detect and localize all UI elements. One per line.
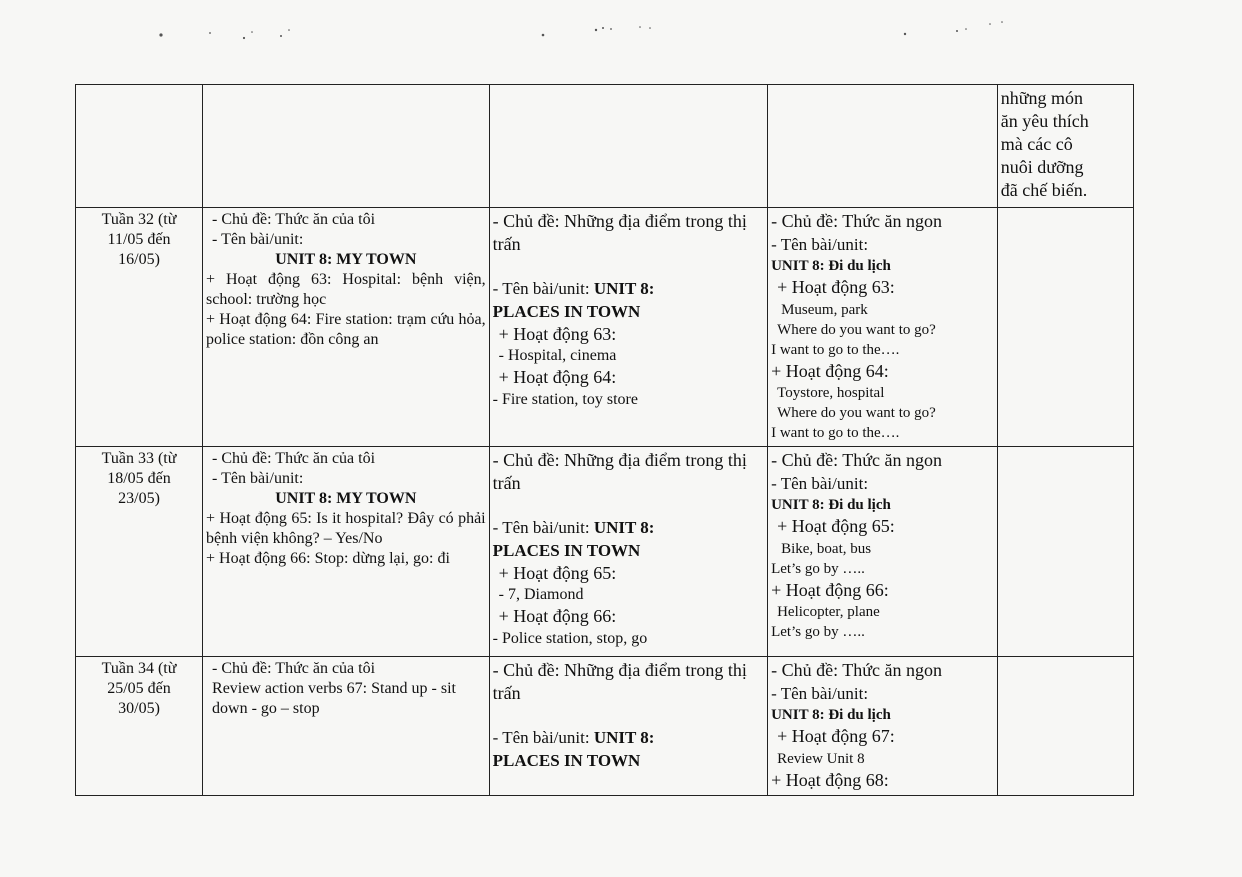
activity-detail: - Fire station, toy store	[492, 390, 638, 408]
cell-empty	[768, 85, 998, 208]
week-line: 11/05 đến	[107, 231, 171, 248]
col2-cell	[203, 447, 490, 657]
topic-text: - Chủ đề: Những địa điểm trong thị trấn	[492, 211, 747, 255]
unit-title: UNIT 8: Đi du lịch	[771, 258, 891, 275]
activity-detail: - Hospital, cinema	[498, 347, 617, 365]
cell-empty	[203, 85, 490, 208]
unit-label: - Tên bài/unit:	[771, 684, 869, 704]
week-line: 23/05)	[118, 490, 160, 507]
activity-text: + Hoạt động 64: Fire station: trạm cứu hỏa, police station: đồn công an	[206, 311, 486, 348]
unit-label: - Tên bài/unit:	[771, 474, 869, 494]
activity-heading: + Hoạt động 68:	[771, 769, 889, 790]
note-line: nuôi dưỡng	[1000, 157, 1084, 177]
answer-text: Let’s go by …..	[771, 624, 865, 641]
unit-label: - Tên bài/unit:	[212, 231, 304, 248]
topic-text: - Chủ đề: Thức ăn của tôi	[212, 450, 376, 467]
topic-text: - Chủ đề: Thức ăn ngon	[771, 211, 942, 231]
activity-heading: + Hoạt động 64:	[498, 367, 617, 388]
col4-cell	[768, 447, 998, 657]
col3-cell	[489, 208, 767, 447]
activity-heading: + Hoạt động 65:	[777, 516, 895, 537]
answer-text: Let’s go by …..	[771, 560, 865, 577]
note-cell-empty	[997, 208, 1133, 447]
note-cell-empty	[997, 657, 1133, 796]
week-line: 30/05)	[118, 700, 160, 717]
note-line: mà các cô	[1000, 134, 1073, 154]
activity-heading: + Hoạt động 67:	[777, 726, 895, 747]
activity-text: + Hoạt động 65: Is it hospital? Đây có phải bệnh viện không? – Yes/No	[206, 510, 486, 547]
week-cell-empty	[76, 85, 203, 208]
unit-title: PLACES IN TOWN	[492, 540, 641, 560]
scan-specks	[0, 0, 1242, 60]
unit-label: - Tên bài/unit: UNIT 8:	[492, 727, 655, 747]
note-line: đã chế biến.	[1000, 180, 1088, 200]
table-row-week-33	[76, 447, 1134, 657]
unit-title: UNIT 8: MY TOWN	[275, 251, 417, 268]
table-row-week-34	[76, 657, 1134, 796]
unit-title: UNIT 8: MY TOWN	[275, 490, 417, 507]
vocab-text: Toystore, hospital	[777, 385, 885, 402]
unit-title: UNIT 8: Đi du lịch	[771, 707, 891, 724]
note-cell-empty	[997, 447, 1133, 657]
cell-empty	[489, 85, 767, 208]
topic-text: - Chủ đề: Thức ăn ngon	[771, 450, 942, 470]
week-cell	[76, 447, 203, 657]
answer-text: I want to go to the….	[771, 425, 900, 442]
activity-heading: + Hoạt động 63:	[777, 277, 895, 298]
unit-label: - Tên bài/unit: UNIT 8:	[492, 278, 655, 298]
activity-text: + Hoạt động 63: Hospital: bệnh viện, school: trường học	[206, 271, 486, 308]
note-line: ăn yêu thích	[1000, 111, 1089, 131]
col3-cell	[489, 447, 767, 657]
question-text: Where do you want to go?	[777, 405, 936, 422]
col3-cell	[489, 657, 767, 796]
col4-cell	[768, 208, 998, 447]
week-line: 16/05)	[118, 251, 160, 268]
question-text: Where do you want to go?	[777, 321, 936, 338]
activity-text: + Hoạt động 66: Stop: dừng lại, go: đi	[206, 550, 450, 567]
topic-text: - Chủ đề: Thức ăn của tôi	[212, 211, 376, 228]
vocab-text: Museum, park	[781, 301, 868, 318]
activity-heading: + Hoạt động 65:	[498, 562, 617, 583]
review-text: Review action verbs 67: Stand up - sit down - go – stop	[212, 680, 456, 717]
unit-label: - Tên bài/unit:	[771, 235, 869, 255]
col2-cell	[203, 208, 490, 447]
note-line: những món	[1000, 88, 1084, 108]
unit-label: - Tên bài/unit:	[212, 470, 304, 487]
activity-heading: + Hoạt động 63:	[498, 323, 617, 344]
week-line: 18/05 đến	[107, 470, 171, 487]
unit-label: - Tên bài/unit: UNIT 8:	[492, 517, 655, 537]
topic-text: - Chủ đề: Thức ăn của tôi	[212, 660, 376, 677]
col4-cell	[768, 657, 998, 796]
activity-heading: + Hoạt động 66:	[771, 579, 889, 600]
unit-title: PLACES IN TOWN	[492, 750, 641, 770]
table-row-continuation	[76, 85, 1134, 208]
vocab-text: Review Unit 8	[777, 750, 865, 767]
week-cell	[76, 657, 203, 796]
topic-text: - Chủ đề: Những địa điểm trong thị trấn	[492, 660, 747, 704]
week-cell	[76, 208, 203, 447]
answer-text: I want to go to the….	[771, 341, 900, 358]
col2-cell	[203, 657, 490, 796]
week-line: Tuần 32 (từ	[101, 211, 177, 228]
activity-heading: + Hoạt động 66:	[498, 606, 617, 627]
activity-heading: + Hoạt động 64:	[771, 360, 889, 381]
activity-detail: - Police station, stop, go	[492, 629, 648, 647]
unit-title: UNIT 8: Đi du lịch	[771, 497, 891, 514]
week-line: 25/05 đến	[107, 680, 171, 697]
note-cell	[997, 85, 1133, 208]
unit-title: PLACES IN TOWN	[492, 301, 641, 321]
lesson-plan-table	[75, 84, 1134, 796]
week-line: Tuần 34 (từ	[101, 660, 177, 677]
week-line: Tuần 33 (từ	[101, 450, 177, 467]
vocab-text: Bike, boat, bus	[781, 540, 872, 557]
topic-text: - Chủ đề: Những địa điểm trong thị trấn	[492, 450, 747, 494]
topic-text: - Chủ đề: Thức ăn ngon	[771, 660, 942, 680]
table-row-week-32	[76, 208, 1134, 447]
activity-detail: - 7, Diamond	[498, 586, 584, 604]
vocab-text: Helicopter, plane	[777, 604, 880, 621]
